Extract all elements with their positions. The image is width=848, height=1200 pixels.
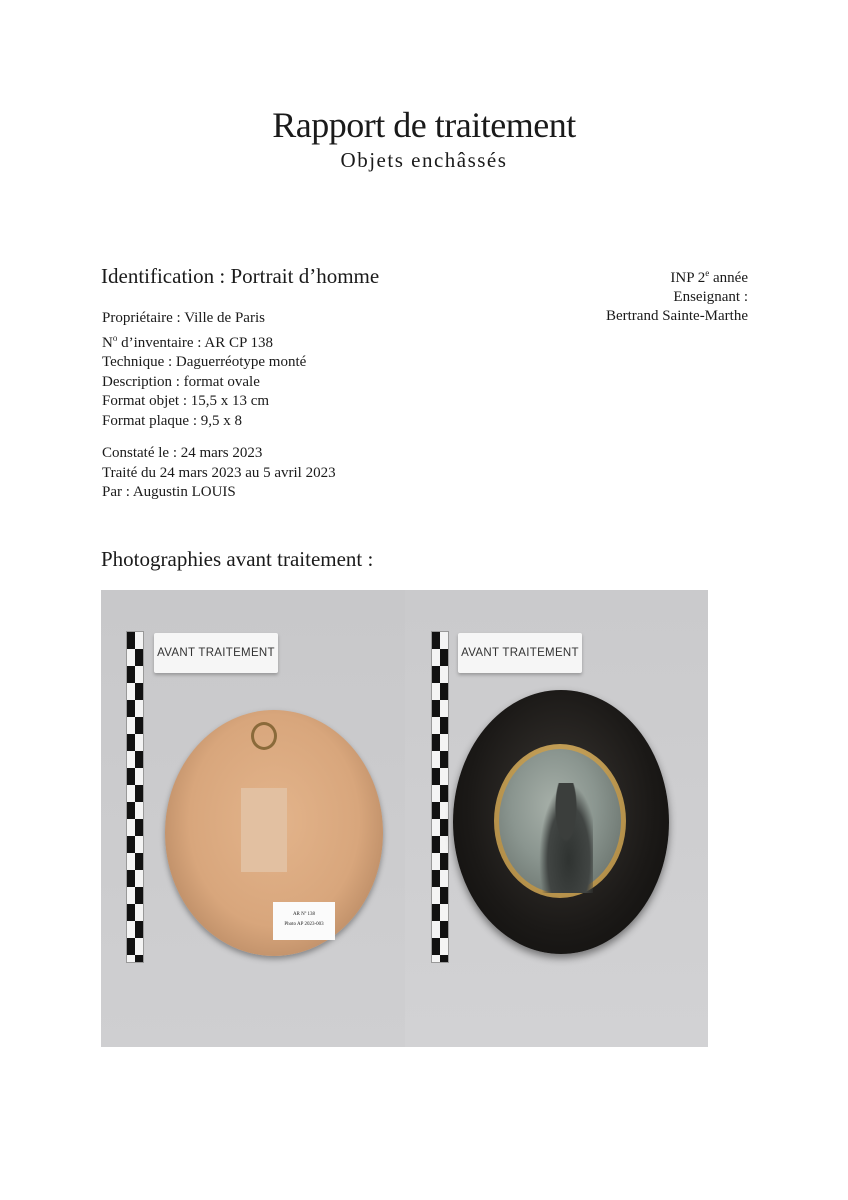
treatment-period-line: Traité du 24 mars 2023 au 5 avril 2023 xyxy=(102,464,336,481)
object-format-line: Format objet : 15,5 x 13 cm xyxy=(102,393,270,409)
inventory-sup: o xyxy=(112,332,118,343)
black-oval-frame xyxy=(453,690,669,954)
treatment-dates xyxy=(102,444,336,503)
color-scale-bar xyxy=(431,631,449,963)
before-treatment-label: AVANT TRAITEMENT xyxy=(154,633,278,673)
treated-by-line: Par : Augustin LOUIS xyxy=(102,484,236,500)
inventory-text: d’inventaire : AR CP 138 xyxy=(117,334,274,351)
brass-mat xyxy=(494,744,626,898)
photos-heading: Photographies avant traitement : xyxy=(101,547,374,571)
ordinal-sup: e xyxy=(705,268,710,278)
paper-backing xyxy=(241,788,287,872)
object-details xyxy=(102,309,306,431)
inventory-line xyxy=(102,329,306,354)
photo-front-view xyxy=(405,590,708,1047)
before-treatment-photos xyxy=(101,590,708,1047)
teacher-name: Bertrand Sainte-Marthe xyxy=(605,308,748,324)
inventory-n: N xyxy=(102,334,113,351)
daguerreotype-back xyxy=(165,710,383,956)
report-title: Rapport de traitement xyxy=(272,105,576,145)
inventory-tag-line1: AR Nº 138 xyxy=(292,912,316,917)
owner-line: Propriétaire : Ville de Paris xyxy=(102,310,265,326)
report-subtitle: Objets enchâssés xyxy=(340,148,508,172)
school-year-word: année xyxy=(709,270,748,286)
photo-back-view xyxy=(101,590,405,1047)
observed-date-line: Constaté le : 24 mars 2023 xyxy=(102,445,263,461)
teacher-label: Enseignant : xyxy=(673,289,748,305)
identification-heading: Identification : Portrait d’homme xyxy=(101,264,380,288)
school-info xyxy=(606,264,748,326)
portrait-sitter xyxy=(539,783,593,893)
technique-line: Technique : Daguerréotype monté xyxy=(102,354,307,370)
school-name: INP 2 xyxy=(670,270,706,286)
inventory-tag xyxy=(273,902,335,940)
plate-format-line: Format plaque : 9,5 x 8 xyxy=(102,412,242,429)
before-treatment-label: AVANT TRAITEMENT xyxy=(458,633,582,673)
inventory-tag-line2: Photo AP 2023-003 xyxy=(284,922,324,927)
daguerreotype-plate xyxy=(499,749,621,893)
color-scale-bar xyxy=(126,631,144,963)
hanging-ring xyxy=(251,722,277,750)
school-year xyxy=(606,264,748,288)
description-line: Description : format ovale xyxy=(102,373,260,390)
